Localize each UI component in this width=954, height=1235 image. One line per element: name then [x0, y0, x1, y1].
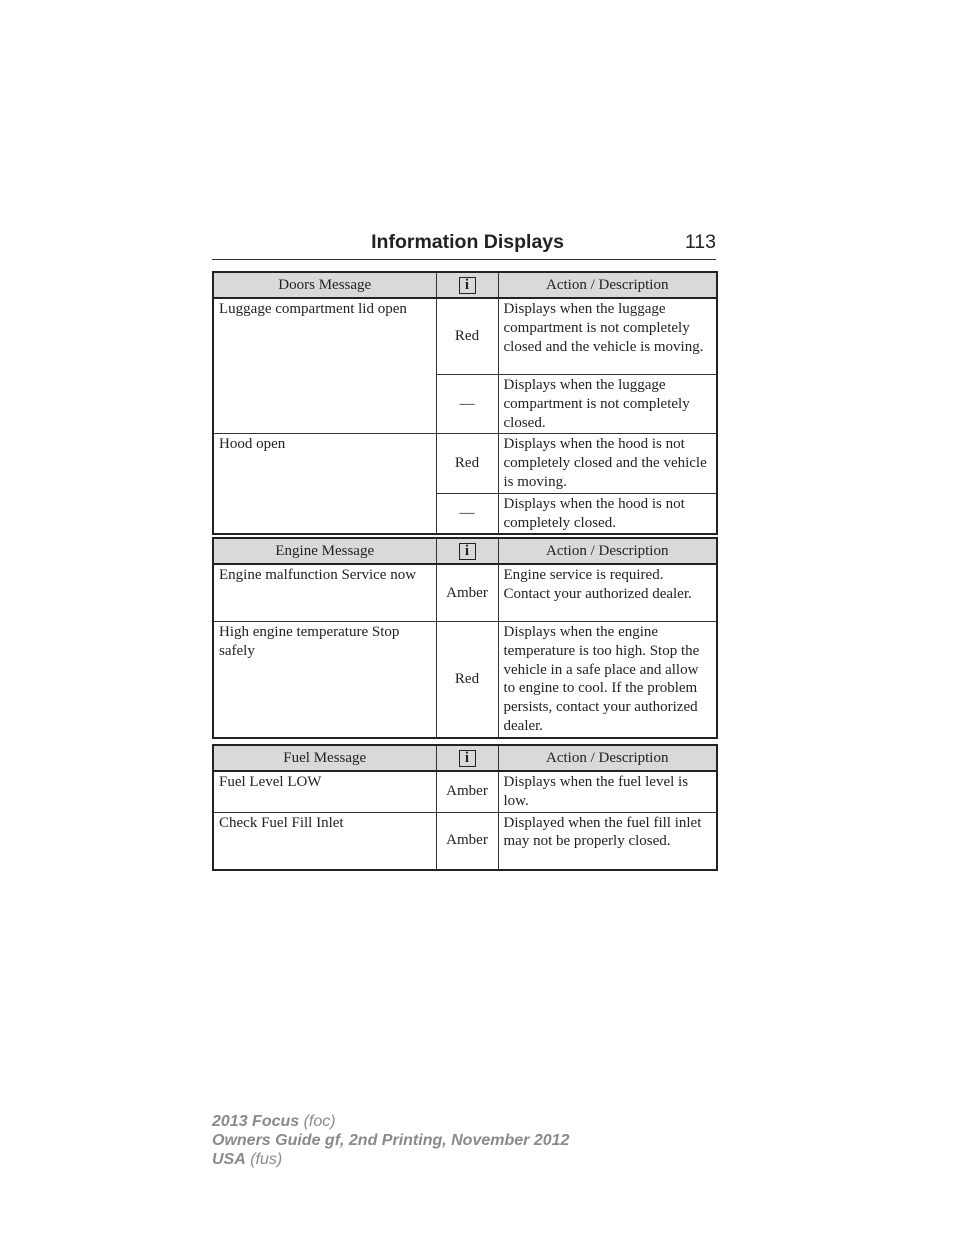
table-header-row	[213, 745, 717, 771]
footer-line-3	[212, 1150, 569, 1169]
color-cell: Amber	[436, 812, 498, 870]
footer-guide: Owners Guide gf, 2nd Printing, November 2012	[212, 1132, 570, 1149]
table-row	[213, 771, 717, 812]
description-cell: Displays when the luggage compartment is not completely closed and the vehicle is moving.	[498, 298, 717, 375]
message-cell: Fuel Level LOW	[213, 771, 436, 812]
column-header-action: Action / Description	[498, 272, 717, 298]
description-cell: Displays when the engine temperature is too high. Stop the vehicle in a safe place and allow to engine to cool. If the problem persists, contact your authorized dealer.	[498, 622, 717, 738]
table-header-row	[213, 538, 717, 564]
description-cell: Displayed when the fuel fill inlet may not be properly closed.	[498, 812, 717, 870]
column-header-icon	[436, 538, 498, 564]
color-cell: Amber	[436, 771, 498, 812]
table-row	[213, 434, 717, 493]
page-footer	[212, 1112, 569, 1169]
info-icon: i	[459, 750, 476, 767]
color-cell: Red	[436, 434, 498, 493]
description-cell: Displays when the fuel level is low.	[498, 771, 717, 812]
footer-market: USA	[212, 1151, 246, 1168]
column-header-action: Action / Description	[498, 745, 717, 771]
description-cell: Displays when the hood is not completely closed.	[498, 493, 717, 534]
color-cell: Red	[436, 622, 498, 738]
column-header-message: Engine Message	[213, 538, 436, 564]
page-number: 113	[684, 231, 716, 253]
color-cell: Amber	[436, 564, 498, 622]
engine-message-table	[212, 537, 718, 739]
message-cell: Luggage compartment lid open	[213, 298, 436, 434]
footer-model: 2013 Focus	[212, 1113, 300, 1130]
table-row	[213, 298, 717, 375]
color-cell: —	[436, 493, 498, 534]
message-cell: Engine malfunction Service now	[213, 564, 436, 622]
info-icon: i	[459, 277, 476, 294]
footer-model-code: (foc)	[299, 1113, 336, 1130]
info-icon: i	[459, 543, 476, 560]
footer-line-1	[212, 1112, 569, 1131]
color-cell: Red	[436, 298, 498, 375]
page-header	[212, 229, 716, 260]
page-title: Information Displays	[371, 231, 564, 253]
description-cell: Displays when the hood is not completely closed and the vehicle is moving.	[498, 434, 717, 493]
column-header-icon	[436, 272, 498, 298]
table-header-row	[213, 272, 717, 298]
table-row	[213, 564, 717, 622]
column-header-message: Doors Message	[213, 272, 436, 298]
message-cell: High engine temperature Stop safely	[213, 622, 436, 738]
column-header-icon	[436, 745, 498, 771]
message-cell: Check Fuel Fill Inlet	[213, 812, 436, 870]
footer-market-code: (fus)	[245, 1151, 283, 1168]
footer-line-2	[212, 1131, 569, 1150]
column-header-message: Fuel Message	[213, 745, 436, 771]
table-row	[213, 622, 717, 738]
description-cell: Displays when the luggage compartment is not completely closed.	[498, 375, 717, 434]
message-cell: Hood open	[213, 434, 436, 534]
table-row	[213, 812, 717, 870]
column-header-action: Action / Description	[498, 538, 717, 564]
fuel-message-table	[212, 744, 718, 871]
color-cell: —	[436, 375, 498, 434]
description-cell: Engine service is required. Contact your authorized dealer.	[498, 564, 717, 622]
doors-message-table	[212, 271, 718, 535]
